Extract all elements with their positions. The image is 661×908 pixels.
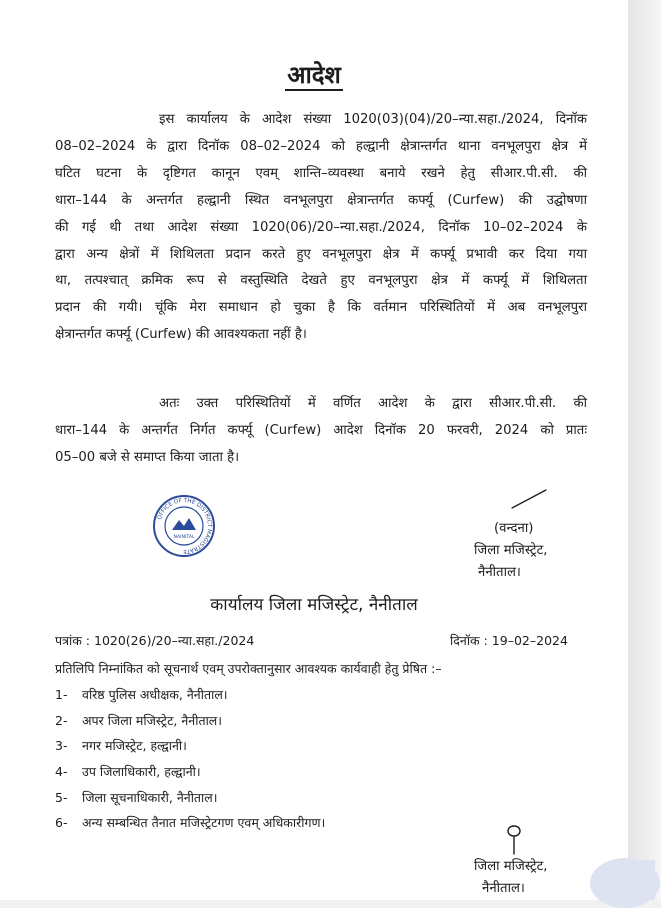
signatory-block-2 (474, 856, 594, 900)
signatory-block (474, 518, 594, 584)
paragraph-line: धारा–144 के अन्तर्गत निर्गत कर्फ्यू (Curfew) आदेश दिनॉक 20 फरवरी, 2024 को प्रातः (55, 422, 587, 438)
list-item-number: 1- (55, 687, 68, 702)
order-paragraph-2 (55, 391, 587, 472)
paragraph-line: द्वारा अन्य क्षेत्रों में शिथिलता प्रदान करते हुए वनभूलपुरा क्षेत्र में कर्फ्यू प्रभावी कर दिया गया (55, 246, 587, 262)
signatory-name: (वन्दना) (494, 521, 534, 536)
list-item (55, 762, 325, 788)
list-item-text: उप जिलाधिकारी, हल्द्वानी। (82, 764, 201, 780)
paragraph-line: 05–00 बजे से समाप्त किया जाता है। (55, 449, 240, 465)
signatory-designation: जिला मजिस्ट्रेट, (474, 543, 548, 558)
viewer-side-strip (628, 0, 661, 900)
paragraph-line: था, तत्पश्चात् क्रमिक रूप से वस्तुस्थिति देखते हुए वनभूलपुरा क्षेत्र में कर्फ्यू में शिथिलता (55, 273, 587, 289)
list-item (55, 788, 325, 814)
order-paragraph-1 (55, 107, 587, 349)
signatory-designation: जिला मजिस्ट्रेट, (474, 859, 548, 874)
mountain-emblem-icon (172, 518, 196, 530)
signature-mark-2 (498, 824, 528, 858)
paragraph-line: 08–02–2024 के द्वारा दिनॉक 08–02–2024 को हल्द्वानी क्षेत्रान्तर्गत थाना वनभूलपुरा क्षेत्र में (55, 138, 587, 154)
copy-intro: प्रतिलिपि निम्नांकित को सूचनार्थ एवम् उपरोक्तानुसार आवश्यक कार्यवाही हेतु प्रेषित :– (55, 661, 442, 676)
seal-ring-text: OFFICE OF THE DISTRICT MAGISTRATE (156, 497, 213, 555)
seal-bottom-text: NAINITAL (173, 535, 195, 540)
paragraph-line: अतः उक्त परिस्थितियों में वर्णित आदेश के द्वारा सीआर.पी.सी. की (159, 396, 587, 411)
list-item (55, 685, 325, 711)
paragraph-line: धारा–144 के अन्तर्गत हल्द्वानी स्थित वनभूलपुरा क्षेत्रान्तर्गत कर्फ्यू (Curfew) की उद्घोषणा (55, 192, 587, 208)
paragraph-line: की गई थी तथा आदेश संख्या 1020(06)/20–न्या.सहा./2024, दिनॉक 10–02–2024 के (55, 219, 587, 235)
list-item-number: 2- (55, 712, 68, 728)
signatory-place: नैनीताल। (482, 881, 525, 896)
list-item-number: 5- (55, 789, 68, 805)
paragraph-line: इस कार्यालय के आदेश संख्या 1020(03)(04)/20–न्या.सहा./2024, दिनॉक (159, 112, 587, 127)
list-item (55, 813, 325, 839)
background-decoration (590, 858, 660, 908)
list-item-text: जिला सूचनाधिकारी, नैनीताल। (82, 789, 218, 805)
list-item-number: 6- (55, 815, 68, 831)
list-item (55, 711, 325, 737)
list-item-number: 4- (55, 764, 68, 780)
signature-mark (506, 486, 552, 512)
copy-recipient-list (55, 685, 325, 839)
paragraph-line: प्रदान की गयी। चूंकि मेरा समाधान हो चुका है कि वर्तमान परिस्थितियों में अब वनभूलपुरा (55, 300, 587, 316)
district-magistrate-seal (152, 494, 216, 558)
signatory-place: नैनीताल। (478, 565, 521, 580)
list-item-text: अपर जिला मजिस्ट्रेट, नैनीताल। (82, 712, 223, 728)
office-heading: कार्यालय जिला मजिस्ट्रेट, नैनीताल (210, 595, 418, 615)
list-item (55, 736, 325, 762)
paragraph-line: घटित घटना के दृष्टिगत कानून एवम् शान्ति–व्यवस्था बनाये रखने हेतु सीआर.पी.सी. की (55, 165, 587, 181)
list-item-text: नगर मजिस्ट्रेट, हल्द्वानी। (82, 738, 187, 754)
list-item-text: वरिष्ठ पुलिस अधीक्षक, नैनीताल। (82, 687, 228, 702)
reference-number: पत्रांक : 1020(26)/20–न्या.सहा./2024 (55, 633, 255, 648)
reference-date: दिनॉक : 19–02–2024 (450, 633, 568, 648)
list-item-text: अन्य सम्बन्धित तैनात मजिस्ट्रेटगण एवम् अधिकारीगण। (82, 815, 326, 831)
order-title: आदेश (287, 61, 341, 89)
list-item-number: 3- (55, 738, 68, 754)
paragraph-line: क्षेत्रान्तर्गत कर्फ्यू (Curfew) की आवश्यकता नहीं है। (55, 327, 307, 343)
